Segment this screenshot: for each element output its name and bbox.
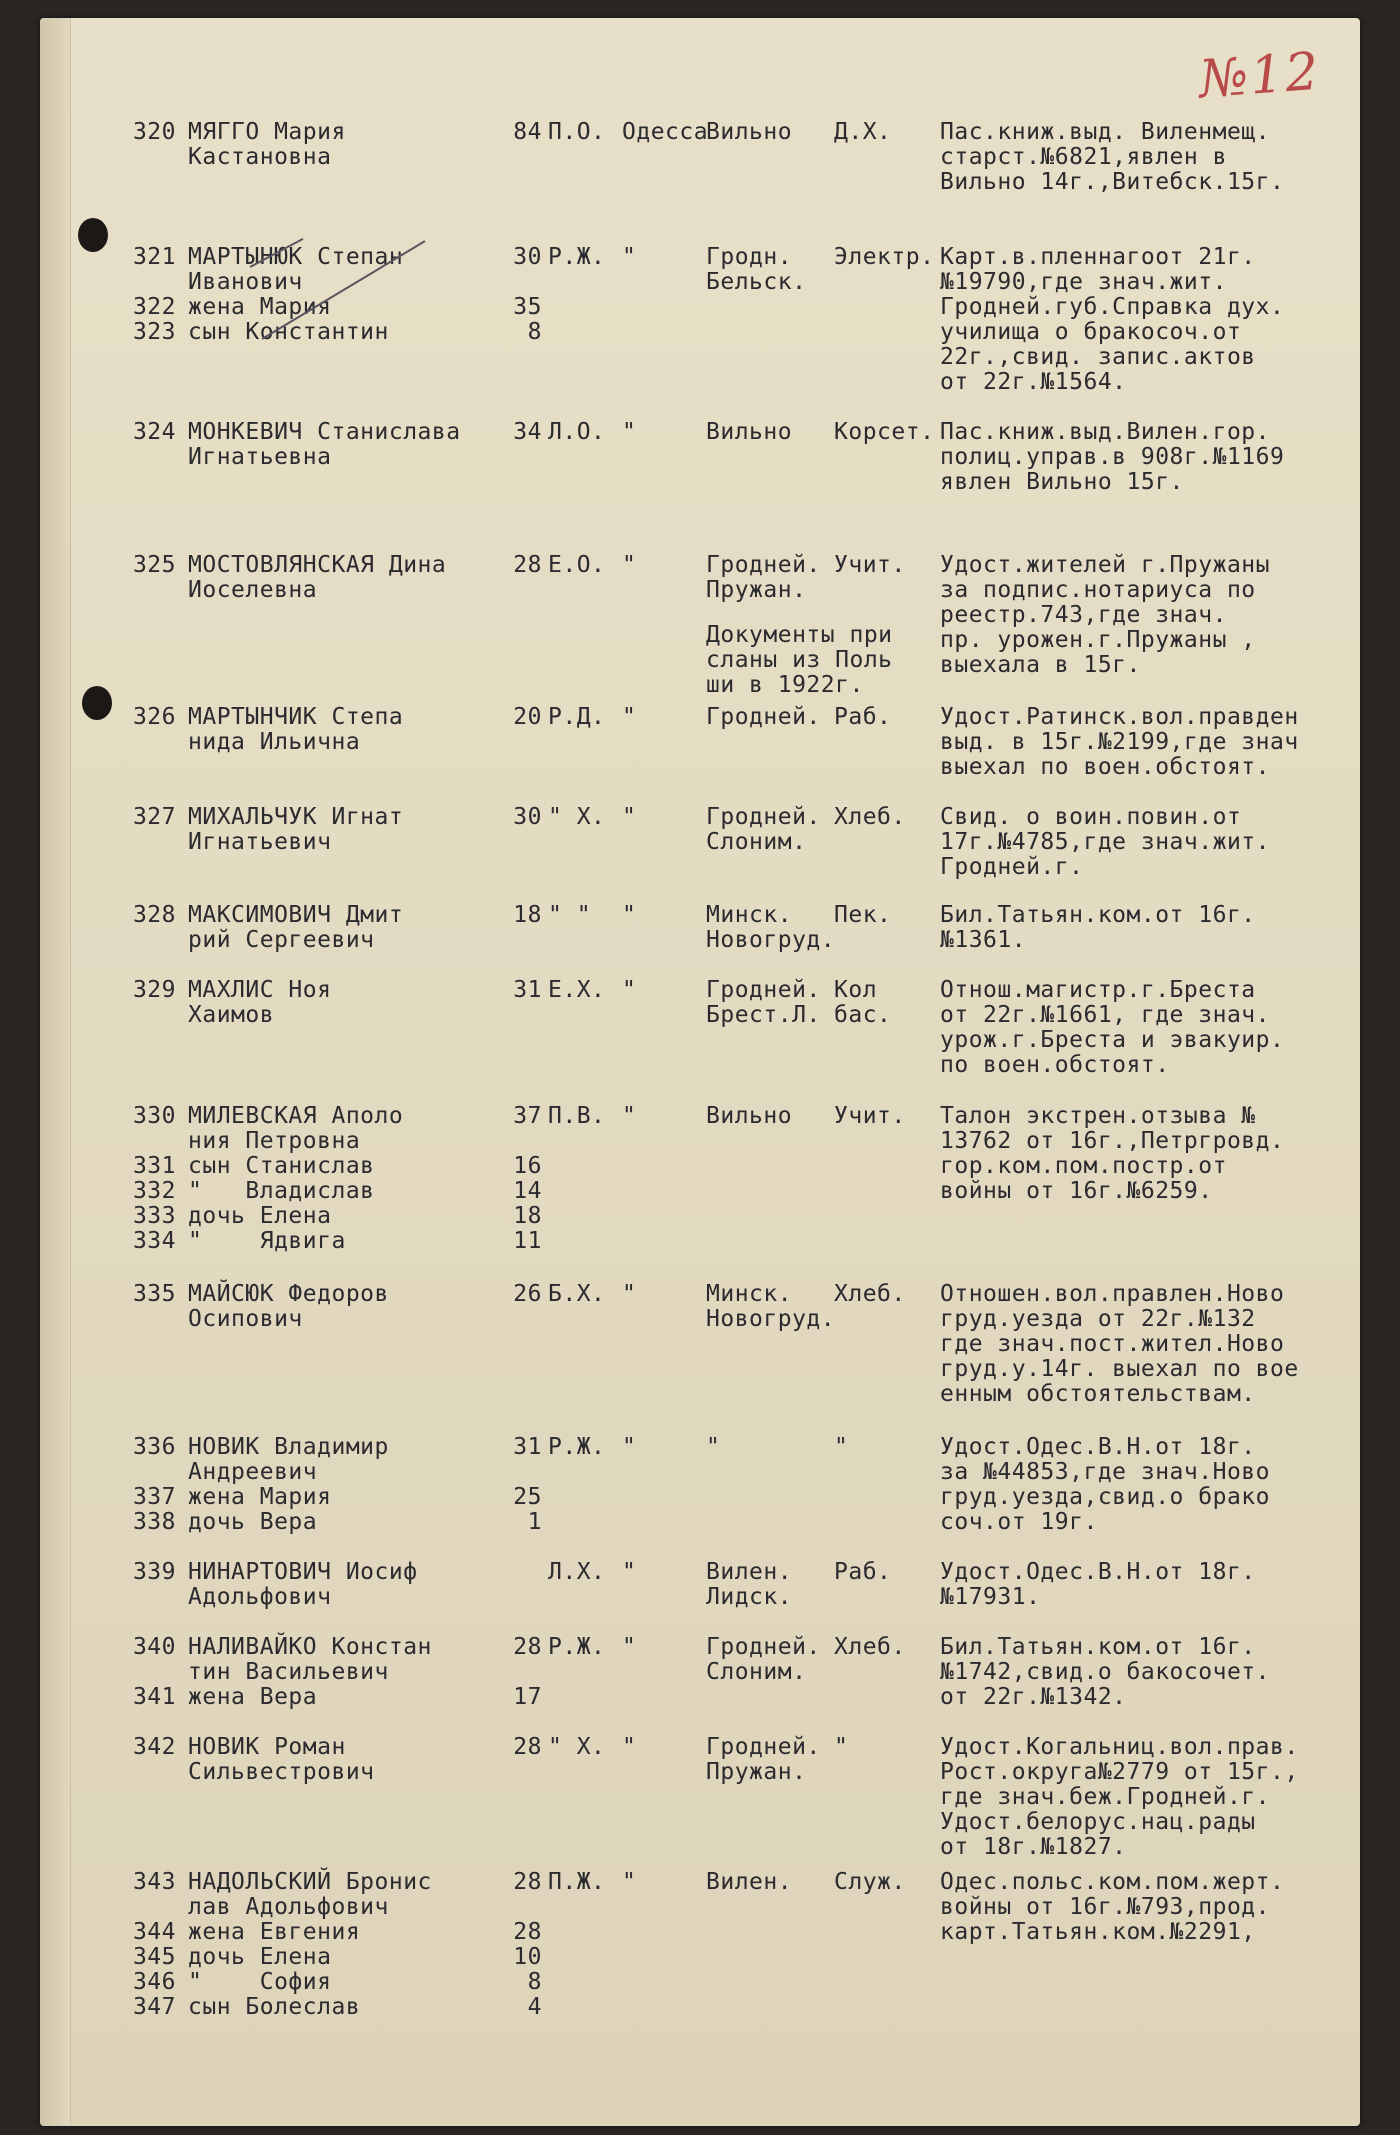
person-age: 34: [513, 419, 542, 445]
member-age: 25: [513, 1484, 542, 1510]
document-note: №1742,свид.о бакосочет.: [940, 1659, 1270, 1685]
person-name: Осипович: [188, 1306, 303, 1332]
person-age: 30: [513, 244, 542, 270]
document-note: училища о бракосоч.от: [940, 319, 1242, 345]
person-name: Иванович: [188, 269, 303, 295]
entry-number: 335: [132, 1281, 176, 1307]
entry-number: 336: [132, 1434, 176, 1460]
person-name: Игнатьевна: [188, 444, 332, 470]
person-name: МАЙСЮК Федоров: [188, 1281, 389, 1307]
document-note: Рост.округа№2779 от 15г.,: [940, 1759, 1299, 1785]
member-age: 10: [513, 1944, 542, 1970]
person-name: тин Васильевич: [188, 1659, 389, 1685]
document-note: карт.Татьян.ком.№2291,: [940, 1919, 1256, 1945]
origin-province: Гродней.: [706, 1734, 821, 1760]
member-age: 8: [527, 1969, 542, 1995]
document-note: от 18г.№1827.: [940, 1834, 1127, 1860]
document-note: №1361.: [940, 927, 1027, 953]
member-name: жена Евгения: [188, 1919, 361, 1945]
arrived-from: ": [622, 902, 637, 928]
person-age: 37: [513, 1103, 542, 1129]
entry-number: 343: [132, 1869, 176, 1895]
origin-province: Гродней.: [706, 977, 821, 1003]
person-name: МЯГГО Мария: [188, 119, 346, 145]
document-note: полиц.управ.в 908г.№1169: [940, 444, 1285, 470]
document-note: Отношен.вол.правлен.Ново: [940, 1281, 1285, 1307]
nationality-code: Б.Х.: [548, 1281, 606, 1307]
origin-province: Бельск.: [706, 269, 807, 295]
person-name: Андреевич: [188, 1459, 318, 1485]
document-note: №19790,где знач.жит.: [940, 269, 1227, 295]
member-name: жена Мария: [188, 294, 332, 320]
document-note: где знач.беж.Гродней.г.: [940, 1784, 1270, 1810]
person-name: МОНКЕВИЧ Станислава: [188, 419, 461, 445]
document-note: за №44853,где знач.Ново: [940, 1459, 1270, 1485]
document-note: 13762 от 16г.,Петргровд.: [940, 1128, 1285, 1154]
archive-page: [40, 18, 1360, 2126]
document-note: гор.ком.пом.постр.от: [940, 1153, 1227, 1179]
person-age: 84: [513, 119, 542, 145]
person-name: НАДОЛЬСКИЙ Бронис: [188, 1869, 432, 1895]
member-number: 341: [132, 1684, 176, 1710]
member-age: 1: [527, 1509, 542, 1535]
nationality-code: " Х.: [548, 1734, 606, 1760]
person-name: МАКСИМОВИЧ Дмит: [188, 902, 404, 928]
origin-province: Новогруд.: [706, 1306, 836, 1332]
document-note: Удост.жителей г.Пружаны: [940, 552, 1270, 578]
document-note: Гродней.г.: [940, 854, 1084, 880]
member-age: 18: [513, 1203, 542, 1229]
occupation: Учит.: [834, 552, 906, 578]
occupation: Учит.: [834, 1103, 906, 1129]
member-name: сын Станислав: [188, 1153, 375, 1179]
arrived-from: ": [622, 977, 637, 1003]
person-age: 26: [513, 1281, 542, 1307]
occupation: Кол: [834, 977, 878, 1003]
document-note: Вильно 14г.,Витебск.15г.: [940, 169, 1285, 195]
document-note: 17г.№4785,где знач.жит.: [940, 829, 1270, 855]
member-age: 4: [527, 1994, 542, 2020]
document-note: войны от 16г.№793,прод.: [940, 1894, 1270, 1920]
arrived-from: ": [622, 1434, 637, 1460]
person-name: Сильвестрович: [188, 1759, 375, 1785]
origin-province: Пружан.: [706, 577, 807, 603]
person-name: НОВИК Владимир: [188, 1434, 389, 1460]
document-note: от 22г.№1342.: [940, 1684, 1127, 1710]
member-name: дочь Елена: [188, 1944, 332, 1970]
origin-province: Пружан.: [706, 1759, 807, 1785]
nationality-code: П.О.: [548, 119, 606, 145]
occupation: ": [834, 1434, 849, 1460]
entry-number: 327: [132, 804, 176, 830]
member-number: 331: [132, 1153, 176, 1179]
arrived-from: ": [622, 1869, 637, 1895]
person-age: 28: [513, 552, 542, 578]
member-name: сын Болеслав: [188, 1994, 361, 2020]
member-age: 16: [513, 1153, 542, 1179]
occupation: Пек.: [834, 902, 892, 928]
member-name: жена Вера: [188, 1684, 318, 1710]
person-name: ния Петровна: [188, 1128, 361, 1154]
document-note: от 22г.№1661, где знач.: [940, 1002, 1270, 1028]
member-number: 346: [132, 1969, 176, 1995]
origin-province: Вильно: [706, 1103, 793, 1129]
origin-province: Вильно: [706, 119, 793, 145]
folio-number: №12: [1196, 41, 1322, 111]
arrived-from: ": [622, 1559, 637, 1585]
person-name: НИНАРТОВИЧ Иосиф: [188, 1559, 418, 1585]
origin-province: Новогруд.: [706, 927, 836, 953]
entry-number: 339: [132, 1559, 176, 1585]
document-note: груд.у.14г. выехал по вое: [940, 1356, 1299, 1382]
member-age: 11: [513, 1228, 542, 1254]
document-note: Удост.Когальниц.вол.прав.: [940, 1734, 1299, 1760]
person-age: 28: [513, 1634, 542, 1660]
person-name: НАЛИВАЙКО Констан: [188, 1634, 432, 1660]
person-age: 28: [513, 1869, 542, 1895]
person-name: МОСТОВЛЯНСКАЯ Дина: [188, 552, 447, 578]
origin-province: Минск.: [706, 1281, 793, 1307]
member-age: 14: [513, 1178, 542, 1204]
document-note: выехал по воен.обстоят.: [940, 754, 1270, 780]
document-note: Одес.польс.ком.пом.жерт.: [940, 1869, 1285, 1895]
document-note: 22г.,свид. запис.актов: [940, 344, 1256, 370]
document-note: Удост.Ратинск.вол.правден: [940, 704, 1299, 730]
nationality-code: Е.О.: [548, 552, 606, 578]
person-name: нида Ильична: [188, 729, 361, 755]
occupation: Д.Х.: [834, 119, 892, 145]
person-name: МАРТЫНЮК Степан: [188, 244, 404, 270]
member-name: жена Мария: [188, 1484, 332, 1510]
origin-province: Гродней.: [706, 1634, 821, 1660]
entry-number: 342: [132, 1734, 176, 1760]
person-age: 20: [513, 704, 542, 730]
nationality-code: Е.Х.: [548, 977, 606, 1003]
origin-province: Минск.: [706, 902, 793, 928]
document-note: Удост.Одес.В.Н.от 18г.: [940, 1559, 1256, 1585]
document-note: Бил.Татьян.ком.от 16г.: [940, 902, 1256, 928]
member-number: 338: [132, 1509, 176, 1535]
entry-number: 328: [132, 902, 176, 928]
arrived-from: ": [622, 1103, 637, 1129]
person-name: МИХАЛЬЧУК Игнат: [188, 804, 404, 830]
occupation: бас.: [834, 1002, 892, 1028]
origin-province: Брест.Л.: [706, 1002, 821, 1028]
nationality-code: " Х.: [548, 804, 606, 830]
origin-province: ": [706, 1434, 721, 1460]
nationality-code: Л.Х.: [548, 1559, 606, 1585]
occupation: Раб.: [834, 1559, 892, 1585]
person-name: НОВИК Роман: [188, 1734, 346, 1760]
person-name: МИЛЕВСКАЯ Аполо: [188, 1103, 404, 1129]
document-note: груд.уезда,свид.о брако: [940, 1484, 1270, 1510]
member-number: 345: [132, 1944, 176, 1970]
occupation: ": [834, 1734, 849, 1760]
document-note: реестр.743,где знач.: [940, 602, 1227, 628]
person-age: 28: [513, 1734, 542, 1760]
member-name: сын Константин: [188, 319, 389, 345]
document-note: Удост.Одес.В.Н.от 18г.: [940, 1434, 1256, 1460]
nationality-code: Р.Д.: [548, 704, 606, 730]
member-number: 323: [132, 319, 176, 345]
document-note: пр. урожен.г.Пружаны ,: [940, 627, 1256, 653]
person-age: 18: [513, 902, 542, 928]
entry-number: 320: [132, 119, 176, 145]
occupation: Хлеб.: [834, 1634, 906, 1660]
origin-province: Гродней.: [706, 552, 821, 578]
member-number: 333: [132, 1203, 176, 1229]
member-number: 334: [132, 1228, 176, 1254]
person-age: 31: [513, 1434, 542, 1460]
register-records: [40, 18, 1360, 2126]
document-note: соч.от 19г.: [940, 1509, 1098, 1535]
occupation: Хлеб.: [834, 1281, 906, 1307]
member-number: 344: [132, 1919, 176, 1945]
document-note: енным обстоятельствам.: [940, 1381, 1256, 1407]
entry-number: 325: [132, 552, 176, 578]
origin-province: Вилен.: [706, 1559, 793, 1585]
document-note: Талон экстрен.отзыва №: [940, 1103, 1256, 1129]
person-name: Игнатьевич: [188, 829, 332, 855]
arrived-from: ": [622, 1634, 637, 1660]
nationality-code: Р.Ж.: [548, 1434, 606, 1460]
arrived-from: ": [622, 1281, 637, 1307]
person-name: лав Адольфович: [188, 1894, 389, 1920]
nationality-code: П.В.: [548, 1103, 606, 1129]
document-note: №17931.: [940, 1584, 1041, 1610]
occupation: Служ.: [834, 1869, 906, 1895]
member-age: 28: [513, 1919, 542, 1945]
arrived-from: Одесса: [622, 119, 709, 145]
document-note: старст.№6821,явлен в: [940, 144, 1227, 170]
document-note: по воен.обстоят.: [940, 1052, 1170, 1078]
nationality-code: Р.Ж.: [548, 1634, 606, 1660]
person-name: рий Сергеевич: [188, 927, 375, 953]
member-number: 332: [132, 1178, 176, 1204]
document-note: войны от 16г.№6259.: [940, 1178, 1213, 1204]
entry-number: 324: [132, 419, 176, 445]
member-number: 347: [132, 1994, 176, 2020]
side-note: ши в 1922г.: [706, 672, 864, 698]
member-age: 35: [513, 294, 542, 320]
entry-number: 326: [132, 704, 176, 730]
document-note: Бил.Татьян.ком.от 16г.: [940, 1634, 1256, 1660]
document-note: Пас.книж.выд.Вилен.гор.: [940, 419, 1270, 445]
arrived-from: ": [622, 704, 637, 730]
nationality-code: Л.О.: [548, 419, 606, 445]
occupation: Хлеб.: [834, 804, 906, 830]
entry-number: 330: [132, 1103, 176, 1129]
nationality-code: Р.Ж.: [548, 244, 606, 270]
member-name: дочь Елена: [188, 1203, 332, 1229]
document-note: Карт.в.пленнагоот 21г.: [940, 244, 1256, 270]
document-note: Удост.белорус.нац.рады: [940, 1809, 1256, 1835]
nationality-code: П.Ж.: [548, 1869, 606, 1895]
person-name: Кастановна: [188, 144, 332, 170]
document-note: где знач.пост.жител.Ново: [940, 1331, 1285, 1357]
member-name: " София: [188, 1969, 332, 1995]
arrived-from: ": [622, 1734, 637, 1760]
member-name: дочь Вера: [188, 1509, 318, 1535]
origin-province: Гродней.: [706, 704, 821, 730]
document-note: выехала в 15г.: [940, 652, 1141, 678]
occupation: Раб.: [834, 704, 892, 730]
member-number: 337: [132, 1484, 176, 1510]
document-note: выд. в 15г.№2199,где знач: [940, 729, 1299, 755]
origin-province: Вильно: [706, 419, 793, 445]
occupation: Корсет.: [834, 419, 935, 445]
member-age: 8: [527, 319, 542, 345]
nationality-code: " ": [548, 902, 592, 928]
arrived-from: ": [622, 244, 637, 270]
person-name: МАРТЫНЧИК Степа: [188, 704, 404, 730]
person-age: 31: [513, 977, 542, 1003]
document-note: Отнош.магистр.г.Бреста: [940, 977, 1256, 1003]
entry-number: 321: [132, 244, 176, 270]
origin-province: Слоним.: [706, 829, 807, 855]
document-note: Пас.книж.выд. Виленмещ.: [940, 119, 1270, 145]
person-name: Иоселевна: [188, 577, 318, 603]
document-note: Свид. о воин.повин.от: [940, 804, 1242, 830]
arrived-from: ": [622, 804, 637, 830]
document-note: груд.уезда от 22г.№132: [940, 1306, 1256, 1332]
document-note: урож.г.Бреста и эвакуир.: [940, 1027, 1285, 1053]
document-note: явлен Вильно 15г.: [940, 469, 1184, 495]
arrived-from: ": [622, 552, 637, 578]
member-name: " Ядвига: [188, 1228, 346, 1254]
origin-province: Вилен.: [706, 1869, 793, 1895]
entry-number: 340: [132, 1634, 176, 1660]
document-note: от 22г.№1564.: [940, 369, 1127, 395]
document-note: за подпис.нотариуса по: [940, 577, 1256, 603]
document-note: Гродней.губ.Справка дух.: [940, 294, 1285, 320]
entry-number: 329: [132, 977, 176, 1003]
person-name: МАХЛИС Ноя: [188, 977, 332, 1003]
person-age: 30: [513, 804, 542, 830]
member-name: " Владислав: [188, 1178, 375, 1204]
person-name: Хаимов: [188, 1002, 275, 1028]
person-name: Адольфович: [188, 1584, 332, 1610]
arrived-from: ": [622, 419, 637, 445]
side-note: Документы при: [706, 622, 893, 648]
origin-province: Лидск.: [706, 1584, 793, 1610]
side-note: сланы из Поль: [706, 647, 893, 673]
occupation: Электр.: [834, 244, 935, 270]
origin-province: Гродн.: [706, 244, 793, 270]
origin-province: Гродней.: [706, 804, 821, 830]
origin-province: Слоним.: [706, 1659, 807, 1685]
member-age: 17: [513, 1684, 542, 1710]
member-number: 322: [132, 294, 176, 320]
